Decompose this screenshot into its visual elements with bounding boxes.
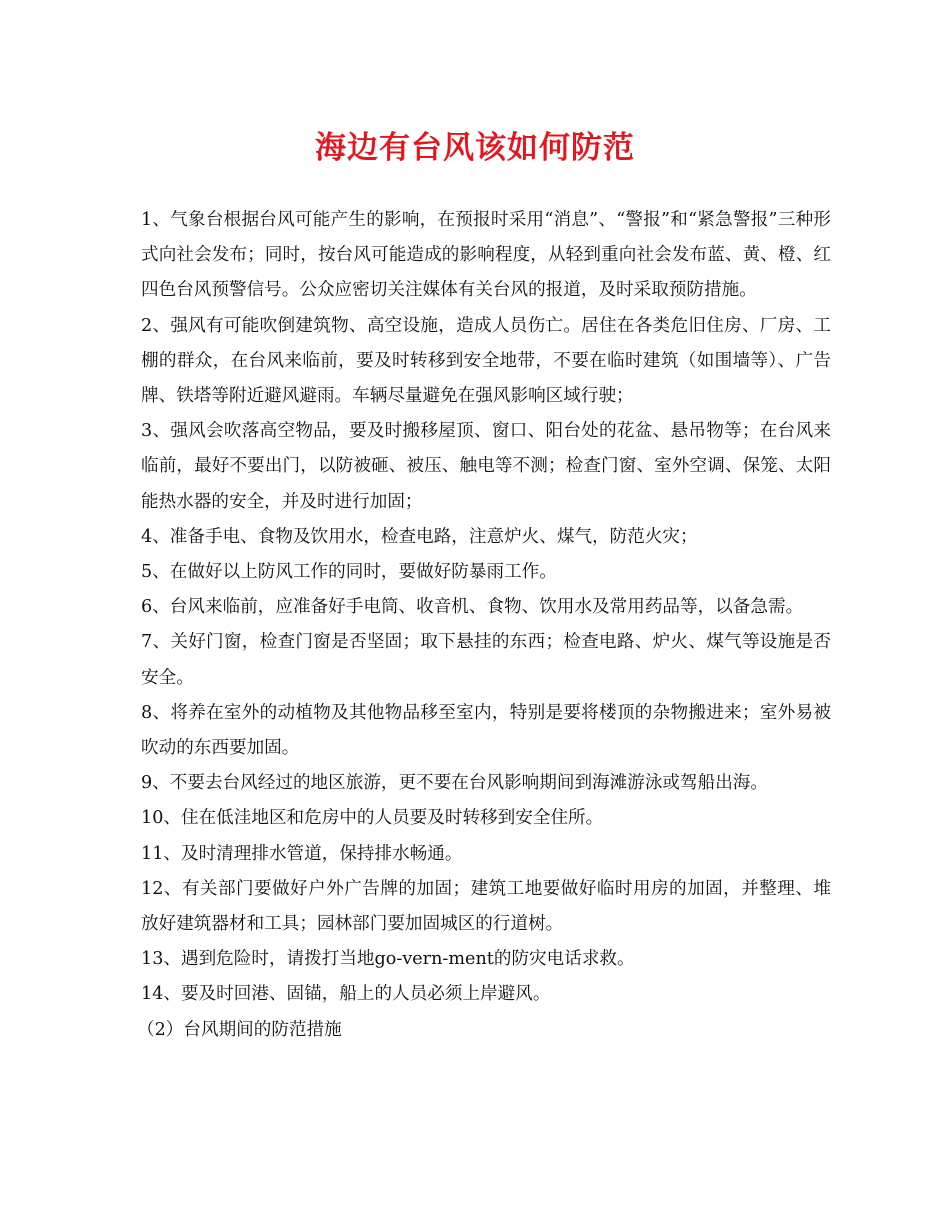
paragraph-1: 1、气象台根据台风可能产生的影响，在预报时采用“消息”、“警报”和“紧急警报”三种形式向社会发布；同时，按台风可能造成的影响程度，从轻到重向社会发布蓝、黄、橙、红四色台风预警信号。公众应密切关注媒体有关台风的报道，及时采取预防措施。 (141, 210, 831, 301)
paragraph-9: 9、不要去台风经过的地区旅游，更不要在台风影响期间到海滩游泳或驾船出海。 (141, 773, 768, 794)
paragraph-3: 3、强风会吹落高空物品，要及时搬移屋顶、窗口、阳台处的花盆、悬吊物等；在台风来临前，最好不要出门，以防被砸、被压、触电等不测；检查门窗、室外空调、保笼、太阳能热水器的安全，并及时进行加固； (141, 421, 831, 512)
paragraph-5: 5、在做好以上防风工作的同时，要做好防暴雨工作。 (141, 562, 557, 583)
paragraph-6: 6、台风来临前，应准备好手电筒、收音机、食物、饮用水及常用药品等，以备急需。 (141, 597, 804, 618)
document-title: 海边有台风该如何防范 (315, 130, 635, 166)
section-subheading: （2）台风期间的防范措施 (137, 1019, 342, 1040)
paragraph-8: 8、将养在室外的动植物及其他物品移至室内，特别是要将楼顶的杂物搬进来；室外易被吹动的东西要加固。 (141, 702, 831, 759)
paragraph-14: 14、要及时回港、固锚，船上的人员必须上岸避风。 (141, 984, 551, 1005)
paragraph-7: 7、关好门窗，检查门窗是否坚固；取下悬挂的东西；检查电路、炉火、煤气等设施是否安全。 (141, 632, 831, 688)
paragraph-2: 2、强风有可能吹倒建筑物、高空设施，造成人员伤亡。居住在各类危旧住房、厂房、工棚的群众，在台风来临前，要及时转移到安全地带，不要在临时建筑（如围墙等）、广告牌、铁塔等附近避风避雨。车辆尽量避免在强风影响区域行驶； (141, 315, 831, 407)
paragraph-13: 13、遇到危险时，请拨打当地go-vern-ment的防灾电话求救。 (141, 949, 635, 970)
paragraph-12: 12、有关部门要做好户外广告牌的加固；建筑工地要做好临时用房的加固，并整理、堆放好建筑器材和工具；园林部门要加固城区的行道树。 (141, 878, 831, 935)
paragraph-11: 11、及时清理排水管道，保持排水畅通。 (141, 843, 463, 864)
paragraph-4: 4、准备手电、食物及饮用水，检查电路，注意炉火、煤气，防范火灾； (141, 526, 698, 547)
document-body (137, 203, 831, 1048)
paragraph-10: 10、住在低洼地区和危房中的人员要及时转移到安全住所。 (141, 808, 604, 829)
